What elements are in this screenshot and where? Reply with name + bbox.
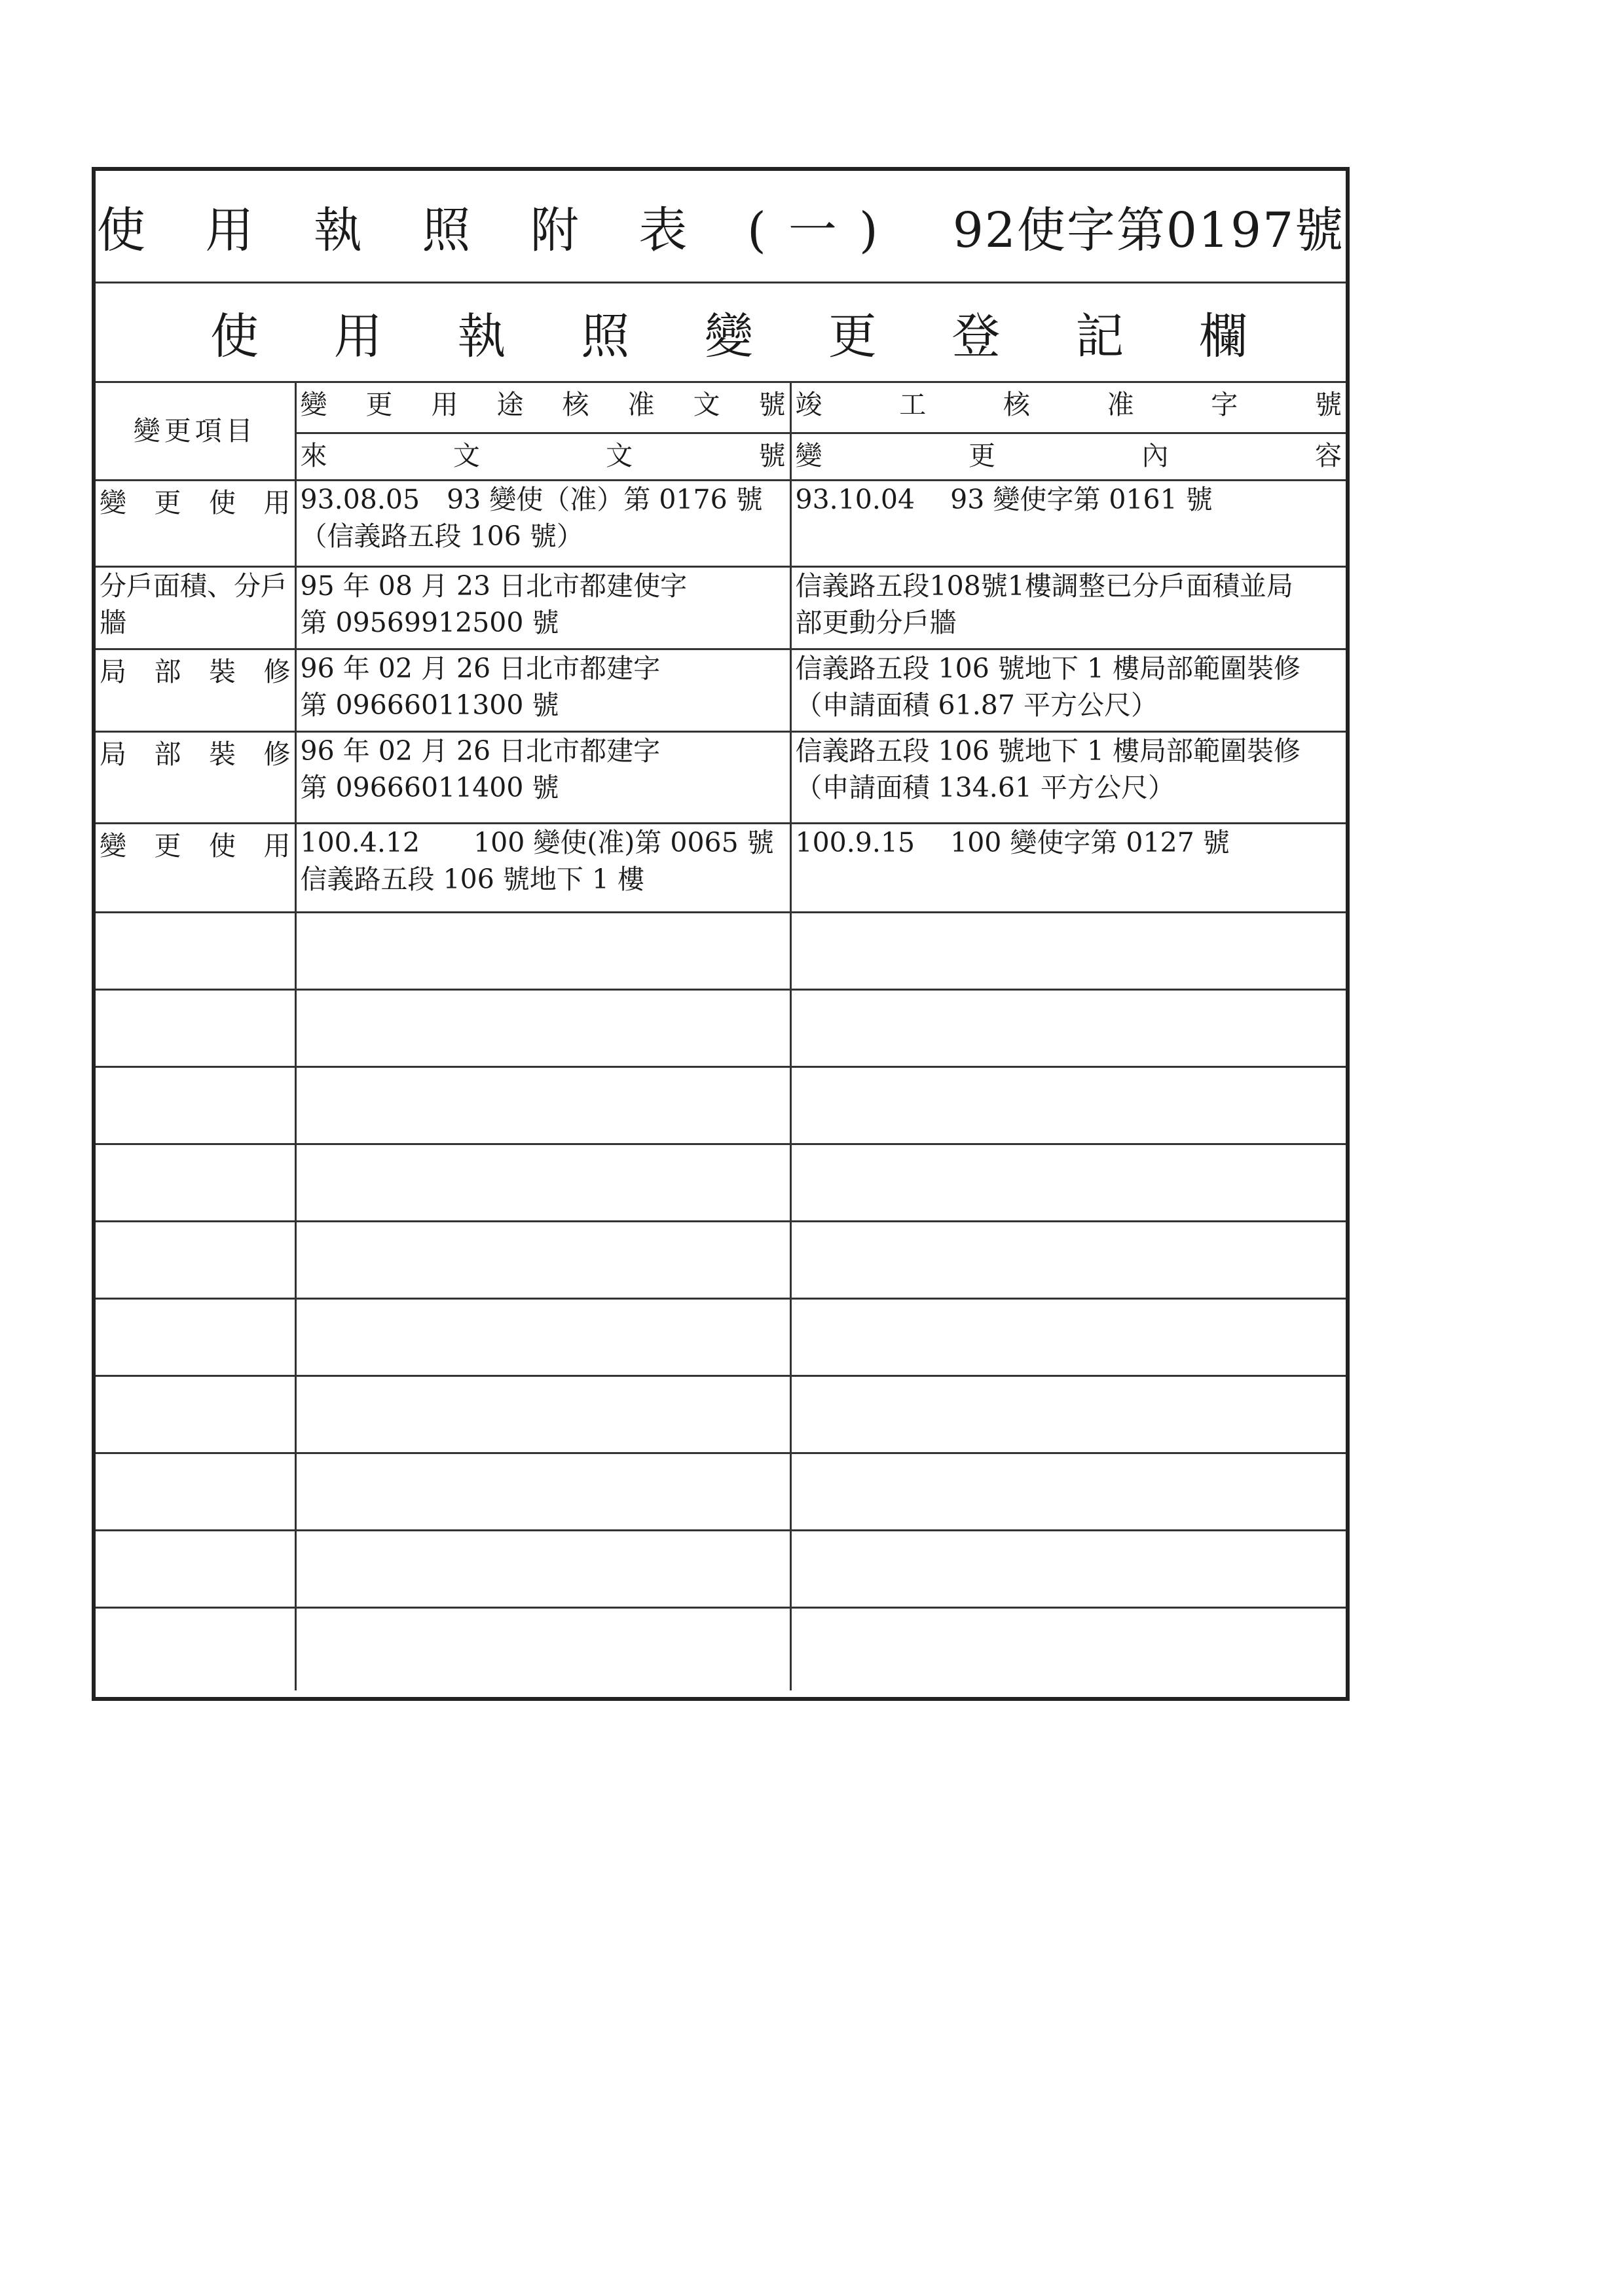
empty-cell [96,912,295,989]
table-row [96,823,1346,912]
doc-line: 第 09666011400 號 [300,771,559,803]
empty-cell [295,1144,790,1221]
empty-cell [295,1607,790,1690]
table-row [96,649,1346,731]
empty-cell [295,1530,790,1607]
section-title-char: 更 [828,308,877,365]
empty-cell [790,1221,1346,1298]
doc-line: 第 09666011300 號 [300,689,559,721]
empty-cell [790,1607,1346,1690]
empty-cell [96,1607,295,1690]
header-incoming-no: 來 文 文 號 [295,433,790,480]
section-title-char: 變 [705,308,753,365]
header-approval-no: 變 更 用 途 核 准 文 號 [295,383,790,433]
empty-row [96,1221,1346,1298]
doc-line: 100.4.12 100 變使(准)第 0065 號 [300,826,774,858]
section-title-char: 使 [210,308,259,365]
empty-row [96,1453,1346,1530]
header-row [96,383,1346,433]
doc-line: 93.08.05 93 變使（准）第 0176 號 [300,483,763,515]
permit-number: 92使字第0197號 [952,202,1345,259]
empty-cell [790,989,1346,1066]
row-item: 變 更 使 用 [96,480,295,566]
doc-line: 96 年 02 月 26 日北市都建字 [300,735,661,767]
row-document-number [295,823,790,912]
empty-cell [295,989,790,1066]
empty-cell [790,1530,1346,1607]
table-row [96,480,1346,566]
doc-line: 95 年 08 月 23 日北市都建使字 [300,570,688,602]
empty-row [96,1530,1346,1607]
detail-line: 信義路五段108號1樓調整已分戶面積並局 [795,570,1293,602]
empty-cell [295,1453,790,1530]
row-detail [790,649,1346,731]
row-detail [790,480,1346,566]
detail-line: 信義路五段 106 號地下 1 樓局部範圍裝修 [795,735,1301,767]
section-title-char: 欄 [1199,308,1247,365]
empty-cell [96,1144,295,1221]
row-detail [790,731,1346,823]
section-title-char: 執 [457,308,506,365]
empty-cell [96,1530,295,1607]
row-document-number [295,480,790,566]
detail-line: 部更動分戶牆 [795,606,957,638]
section-title-char: 登 [951,308,1001,365]
empty-cell [295,1298,790,1376]
empty-row [96,989,1346,1066]
row-item: 分戶面積、分戶牆 [96,566,295,649]
change-register-table [96,383,1346,1690]
row-detail [790,566,1346,649]
empty-cell [790,1144,1346,1221]
row-item: 局 部 裝 修 [96,649,295,731]
doc-line: 第 09569912500 號 [300,606,559,638]
permit-attachment-sheet [92,167,1350,1701]
row-document-number [295,731,790,823]
empty-row [96,912,1346,989]
detail-line: （申請面積 61.87 平方公尺） [795,689,1158,721]
empty-cell [96,1376,295,1453]
empty-row [96,1066,1346,1144]
detail-line: （申請面積 134.61 平方公尺） [795,771,1175,803]
row-item: 變 更 使 用 [96,823,295,912]
header-change-item: 變更項目 [96,383,295,480]
empty-cell [96,1066,295,1144]
empty-cell [96,1453,295,1530]
row-document-number [295,566,790,649]
section-title [96,283,1346,383]
title-main: 使 用 執 照 附 表 (一) [96,202,900,259]
document-title [96,171,1346,283]
empty-row [96,1144,1346,1221]
doc-line: 信義路五段 106 號地下 1 樓 [300,863,644,895]
section-title-char: 照 [581,308,630,365]
empty-cell [790,1453,1346,1530]
empty-cell [96,1221,295,1298]
section-title-char: 用 [333,308,382,365]
table-row [96,731,1346,823]
detail-line: 信義路五段 106 號地下 1 樓局部範圍裝修 [795,652,1301,684]
empty-cell [96,1298,295,1376]
header-change-content: 變 更 內 容 [790,433,1346,480]
row-item: 局 部 裝 修 [96,731,295,823]
detail-line: 93.10.04 93 變使字第 0161 號 [795,483,1213,515]
section-title-char: 記 [1075,308,1124,365]
detail-line: 100.9.15 100 變使字第 0127 號 [795,826,1230,858]
row-document-number [295,649,790,731]
header-completion-no: 竣 工 核 准 字 號 [790,383,1346,433]
empty-row [96,1298,1346,1376]
empty-cell [790,1376,1346,1453]
doc-line: （信義路五段 106 號） [300,520,583,552]
empty-cell [790,912,1346,989]
table-row [96,566,1346,649]
row-detail [790,823,1346,912]
empty-row [96,1607,1346,1690]
empty-cell [790,1066,1346,1144]
empty-cell [295,1376,790,1453]
empty-cell [790,1298,1346,1376]
empty-cell [295,912,790,989]
doc-line: 96 年 02 月 26 日北市都建字 [300,652,661,684]
empty-cell [295,1066,790,1144]
empty-cell [96,989,295,1066]
empty-cell [295,1221,790,1298]
empty-row [96,1376,1346,1453]
